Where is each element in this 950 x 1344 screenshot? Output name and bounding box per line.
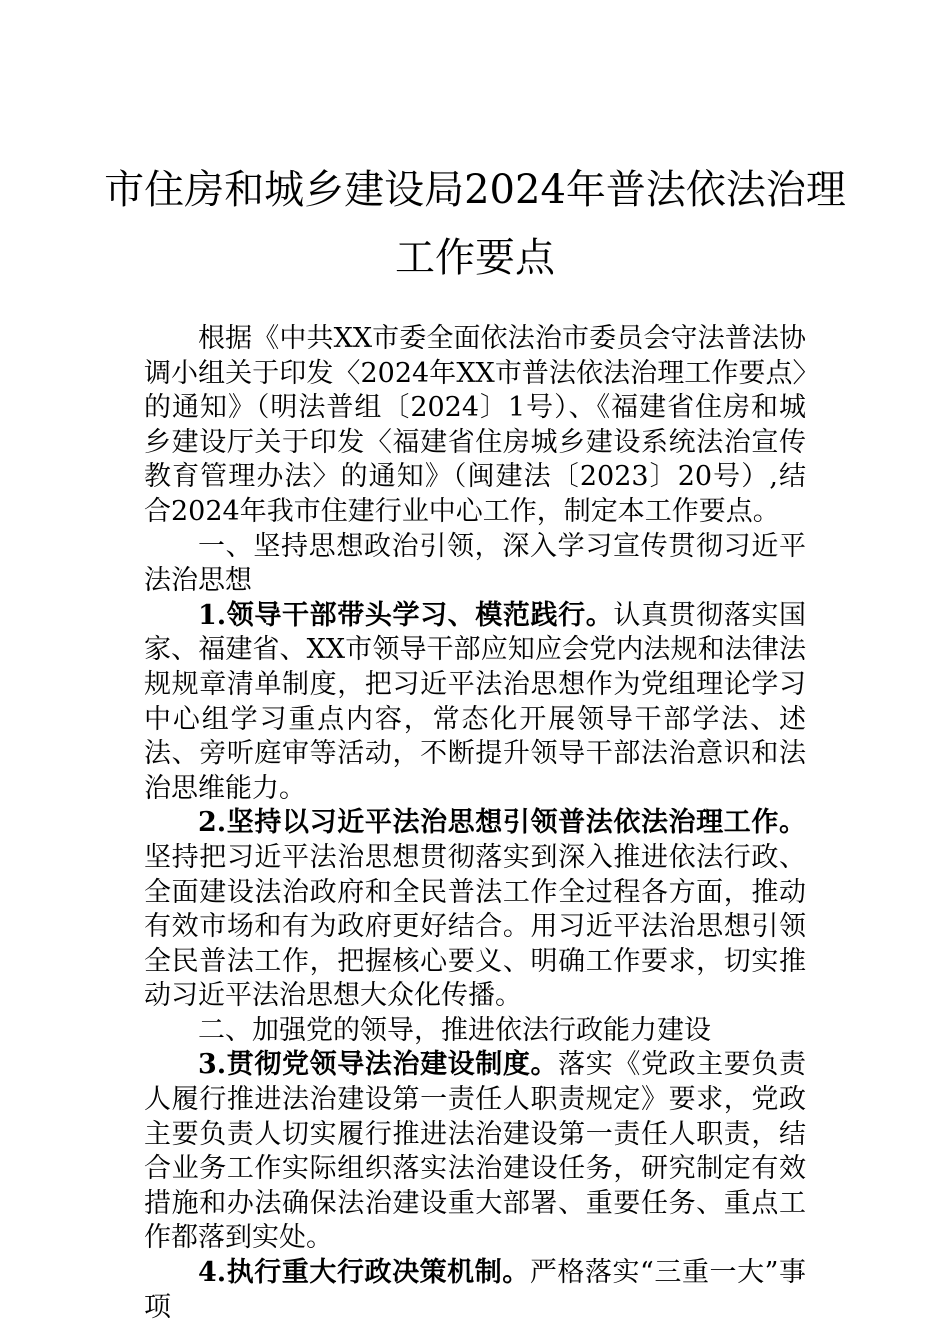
item-paragraph-1 (144, 599, 806, 807)
document-body (144, 322, 806, 1325)
item-text-4: 严格落实“三重一大”事项 (144, 1257, 806, 1323)
section-heading-2: 二、加强党的领导，推进依法行政能力建设 (198, 1014, 711, 1046)
item-paragraph-3 (144, 1048, 806, 1256)
item-text-2: 坚持把习近平法治思想贯彻落实到深入推进依法行政、全面建设法治政府和全民普法工作全过程各方面，推动有效市场和有为政府更好结合。用习近平法治思想引领全民普法工作，把握核心要义、明确工作要求，切实推动习近平法治思想大众化传播。 (144, 841, 806, 1012)
document-title-line-2: 工作要点 (395, 235, 555, 281)
item-paragraph-4 (144, 1256, 806, 1325)
item-heading-1: 1.领导干部带头学习、模范践行。 (198, 599, 614, 631)
item-text-3: 落实《党政主要负责人履行推进法治建设第一责任人职责规定》要求，党政主要负责人切实履行推进法治建设第一责任人职责，结合业务工作实际组织落实法治建设任务，研究制定有效措施和办法确保法治建设重大部署、重要任务、重点工作都落到实处。 (144, 1049, 807, 1254)
item-heading-3: 3.贯彻党领导法治建设制度。 (198, 1049, 559, 1081)
document-title-line-1: 市住房和城乡建设局2024年普法依法治理 (104, 167, 846, 213)
intro-paragraph: 根据《中共XX市委全面依法治市委员会守法普法协调小组关于印发〈2024年XX市普法依法治理工作要点〉的通知》（明法普组〔2024〕1号）、《福建省住房和城乡建设厅关于印发〈福建省住房城乡建设系统法治宣传教育管理办法〉的通知》（闽建法〔2023〕20号）,结合2024年我市住建行业中心工作，制定本工作要点。 (144, 323, 806, 527)
item-paragraph-2 (144, 806, 806, 1014)
item-text-1: 认真贯彻落实国家、福建省、XX市领导干部应知应会党内法规和法律法规规章清单制度，把习近平法治思想作为党组理论学习中心组学习重点内容，常态化开展领导干部学法、述法、旁听庭审等活动，不断提升领导干部法治意识和法治思维能力。 (144, 599, 807, 804)
item-heading-2: 2.坚持以习近平法治思想引领普法依法治理工作。 (198, 807, 806, 839)
section-heading-1: 一、坚持思想政治引领，深入学习宣传贯彻习近平法治思想 (144, 530, 806, 597)
item-heading-4: 4.执行重大行政决策机制。 (198, 1257, 530, 1289)
